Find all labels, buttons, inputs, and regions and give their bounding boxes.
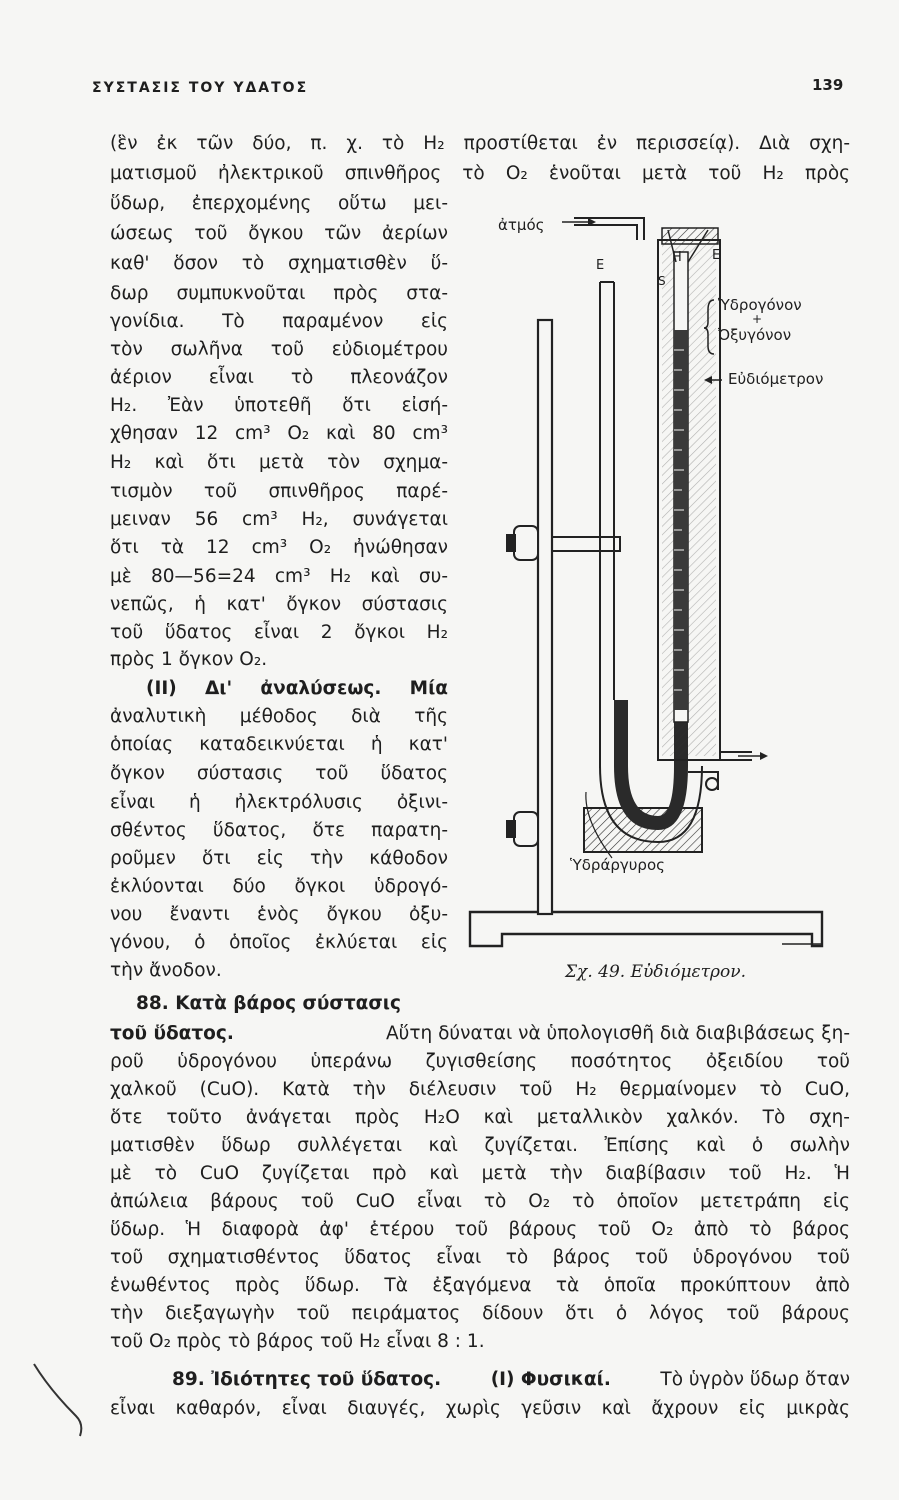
section-88-heading-end: τοῦ ὕδατος. — [110, 1023, 234, 1044]
page-number: 139 — [812, 76, 844, 94]
section-89-subheading: (I) Φυσικαί. — [490, 1369, 611, 1390]
label-plus: + — [752, 312, 763, 326]
text-line: H₂ καὶ ὅτι μετὰ τὸν σχημα- — [110, 452, 448, 473]
text-line: ἀέριον εἶναι τὸ πλεονάζον — [110, 367, 448, 388]
stand-rod — [538, 320, 552, 914]
text-line: σθέντος ὕδατος, ὅτε παρατη- — [110, 820, 448, 841]
text-line: μειναν 56 cm³ H₂, συνάγεται — [110, 509, 448, 530]
text-line: πρὸς 1 ὄγκον O₂. — [110, 649, 268, 670]
text-line: νεπῶς, ἡ κατ' ὄγκον σύστασις — [110, 594, 448, 615]
running-header-title: ΣΥΣΤΑΣΙΣ ΤΟΥ ΥΔΑΤΟΣ — [92, 80, 309, 96]
text-line: τὸν σωλῆνα τοῦ εὐδιομέτρου — [110, 339, 448, 360]
stand-base — [470, 912, 822, 946]
text-line: χαλκοῦ (CuO). Κατὰ τὴν διέλευσιν τοῦ H₂ θερμαίνομεν τὸ CuO, — [110, 1079, 850, 1100]
text-line: (ἓν ἐκ τῶν δύο, π. χ. τὸ H₂ προστίθεται ἐν περισσείᾳ). Διὰ σχη- — [110, 133, 850, 154]
label-eudiometer: Εὐδιόμετρον — [728, 370, 824, 388]
text-line: γονίδια. Τὸ παραμένον εἰς — [110, 311, 448, 332]
figure-caption: Σχ. 49. Εὐδιόμετρον. — [565, 962, 746, 982]
text-line: χθησαν 12 cm³ O₂ καὶ 80 cm³ — [110, 423, 448, 444]
label-mercury: Ὑδράργυρος — [570, 856, 665, 874]
label-steam: ἀτμός — [498, 216, 545, 234]
section-88-first-line: Αὕτη δύναται νὰ ὑπολογισθῆ διὰ διαβιβάσεως ξη- — [386, 1023, 850, 1044]
text-line: ὄγκον σύστασις τοῦ ὕδατος — [110, 763, 448, 784]
label-oxygen: Ὀξυγόνον — [718, 326, 792, 344]
text-line: ροῦ ὑδρογόνου ὑπεράνω ζυγισθείσης ποσότητος ὀξειδίου τοῦ — [110, 1051, 850, 1072]
text-line: καθ' ὅσον τὸ σχηματισθὲν ὕ- — [110, 253, 448, 274]
section-89-heading: 89. Ἰδιότητες τοῦ ὕδατος. — [172, 1369, 442, 1390]
text-line: δωρ συμπυκνοῦται πρὸς στα- — [110, 283, 448, 304]
text-line: ὕδωρ, ἐπερχομένης οὕτω μει- — [110, 193, 448, 214]
text-line: νου ἔναντι ἑνὸς ὄγκου ὀξυ- — [110, 904, 448, 925]
text-line: τὴν ἄνοδον. — [110, 960, 222, 981]
text-line: ὁποίας καταδεικνύεται ἡ κατ' — [110, 734, 448, 755]
text-line: εἶναι ἡ ἠλεκτρόλυσις ὀξινι- — [110, 792, 448, 813]
figure-eudiometer — [462, 200, 862, 960]
text-line: ἑνωθέντος πρὸς ὕδωρ. Τὰ ἐξαγόμενα τὰ ὁποῖα προκύπτουν ἀπὸ — [110, 1275, 850, 1296]
upper-clamp-bar — [552, 537, 620, 551]
label-electrode-right: E — [712, 248, 721, 263]
text-line: ώσεως τοῦ ὄγκου τῶν ἀερίων — [110, 223, 448, 244]
section-88-heading: 88. Κατὰ βάρος σύστασις — [136, 993, 401, 1014]
text-line: ροῦμεν ὅτι εἰς τὴν κάθοδον — [110, 848, 448, 869]
text-line — [110, 1022, 850, 1046]
text-line: ματισθὲν ὕδωρ συλλέγεται καὶ ζυγίζεται. Ἐπίσης καὶ ὁ σωλὴν — [110, 1135, 850, 1156]
text-line — [172, 1368, 850, 1392]
text-line: γόνου, ὁ ὁποῖος ἐκλύεται εἰς — [110, 932, 448, 953]
text-line: ἀπώλεια βάρους τοῦ CuO εἶναι τὸ O₂ τὸ ὁποῖον μετετράπη εἰς — [110, 1191, 850, 1212]
text-line: εἶναι καθαρόν, εἶναι διαυγές, χωρὶς γεῦσιν καὶ ἄχρουν εἰς μικρὰς — [110, 1398, 850, 1419]
text-line: μὲ 80—56=24 cm³ H₂ καὶ συ- — [110, 566, 448, 587]
text-line: τὴν διεξαγωγὴν τοῦ πειράματος δίδουν ὅτι ὁ λόγος τοῦ βάρους — [110, 1303, 850, 1324]
text-line: ὅτι τὰ 12 cm³ O₂ ἠνώθησαν — [110, 537, 448, 558]
label-electrode-left: E — [596, 258, 605, 273]
text-line: ἐκλύονται δύο ὄγκοι ὑδρογό- — [110, 876, 448, 897]
text-line: H₂. Ἐὰν ὑποτεθῆ ὅτι εἰσή- — [110, 395, 448, 416]
text-line: τοῦ ὕδατος εἶναι 2 ὄγκοι H₂ — [110, 622, 448, 643]
text-line: μὲ τὸ CuO ζυγίζεται πρὸ καὶ μετὰ τὴν διαβίβασιν τοῦ H₂. Ἡ — [110, 1163, 850, 1184]
label-hydrogen: Ὑδρογόνον — [718, 296, 802, 314]
text-line: ὕδωρ. Ἡ διαφορὰ ἀφ' ἑτέρου τοῦ βάρους τοῦ O₂ ἀπὸ τὸ βάρος — [110, 1219, 850, 1240]
subheading-analysis: (II) Δι' ἀναλύσεως. Μία — [146, 678, 448, 699]
eudiometer-drawing — [462, 200, 862, 960]
label-h: H — [672, 250, 682, 265]
label-s: S — [658, 274, 666, 288]
margin-pen-mark — [30, 1360, 90, 1440]
text-line: ὅτε τοῦτο ἀνάγεται πρὸς H₂O καὶ μεταλλικὸν χαλκόν. Τὸ σχη- — [110, 1107, 850, 1128]
section-89-first-line: Τὸ ὑγρὸν ὕδωρ ὅταν — [660, 1369, 850, 1390]
text-line: τοῦ O₂ πρὸς τὸ βάρος τοῦ H₂ εἶναι 8 : 1. — [110, 1331, 485, 1352]
text-line: τοῦ σχηματισθέντος ὕδατος εἶναι τὸ βάρος τοῦ ὑδρογόνου τοῦ — [110, 1247, 850, 1268]
text-line: ἀναλυτικὴ μέθοδος διὰ τῆς — [110, 706, 448, 727]
text-line: ματισμοῦ ἠλεκτρικοῦ σπινθῆρος τὸ O₂ ἑνοῦται μετὰ τοῦ H₂ πρὸς — [110, 163, 850, 184]
text-line: τισμὸν τοῦ σπινθῆρος παρέ- — [110, 481, 448, 502]
